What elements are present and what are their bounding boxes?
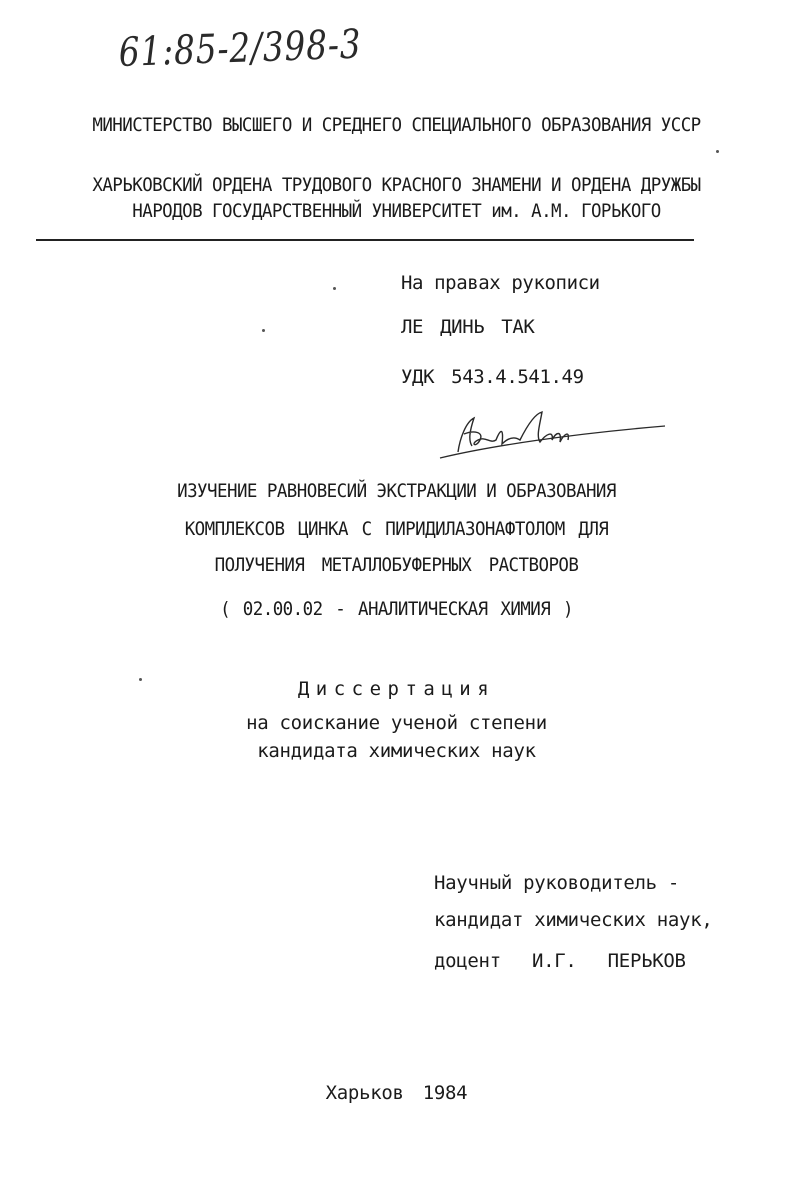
- scan-speck: [139, 678, 142, 681]
- university-line-2: НАРОДОВ ГОСУДАРСТВЕННЫЙ УНИВЕРСИТЕТ им. А.М. ГОРЬКОГО: [132, 200, 661, 222]
- degree-line-2: кандидата химических наук: [257, 740, 536, 762]
- supervisor-line-3: доцент И.Г. ПЕРЬКОВ: [434, 950, 686, 972]
- university-line-1: ХАРЬКОВСКИЙ ОРДЕНА ТРУДОВОГО КРАСНОГО ЗНАМЕНИ И ОРДЕНА ДРУЖБЫ: [92, 174, 701, 196]
- place-and-year: Харьков 1984: [325, 1082, 468, 1104]
- title-line-3: ПОЛУЧЕНИЯ МЕТАЛЛОБУФЕРНЫХ РАСТВОРОВ: [214, 554, 579, 576]
- archive-code-handwritten: 61:85-2/398-3: [118, 21, 363, 76]
- author-name: ЛЕ ДИНЬ ТАК: [401, 316, 535, 338]
- title-line-1: ИЗУЧЕНИЕ РАВНОВЕСИЙ ЭКСТРАКЦИИ И ОБРАЗОВАНИЯ: [177, 480, 616, 502]
- rights-note: На правах рукописи: [401, 272, 600, 294]
- title-line-2: КОМПЛЕКСОВ ЦИНКА С ПИРИДИЛАЗОНАФТОЛОМ ДЛЯ: [184, 518, 609, 540]
- udk-code: УДК 543.4.541.49: [401, 366, 584, 388]
- specialty-code: ( 02.00.02 - АНАЛИТИЧЕСКАЯ ХИМИЯ ): [220, 598, 573, 620]
- scan-speck: [333, 287, 336, 290]
- ministry-heading: МИНИСТЕРСТВО ВЫСШЕГО И СРЕДНЕГО СПЕЦИАЛЬНОГО ОБРАЗОВАНИЯ УССР: [92, 114, 701, 136]
- dissertation-heading: Диссертация: [297, 678, 496, 700]
- degree-line-1: на соискание ученой степени: [246, 712, 547, 734]
- author-signature: [430, 400, 670, 470]
- supervisor-line-2: кандидат химических наук,: [434, 909, 713, 931]
- supervisor-line-1: Научный руководитель -: [434, 872, 680, 894]
- scan-speck: [262, 329, 265, 332]
- header-divider: [36, 239, 694, 241]
- scan-speck: [716, 150, 719, 153]
